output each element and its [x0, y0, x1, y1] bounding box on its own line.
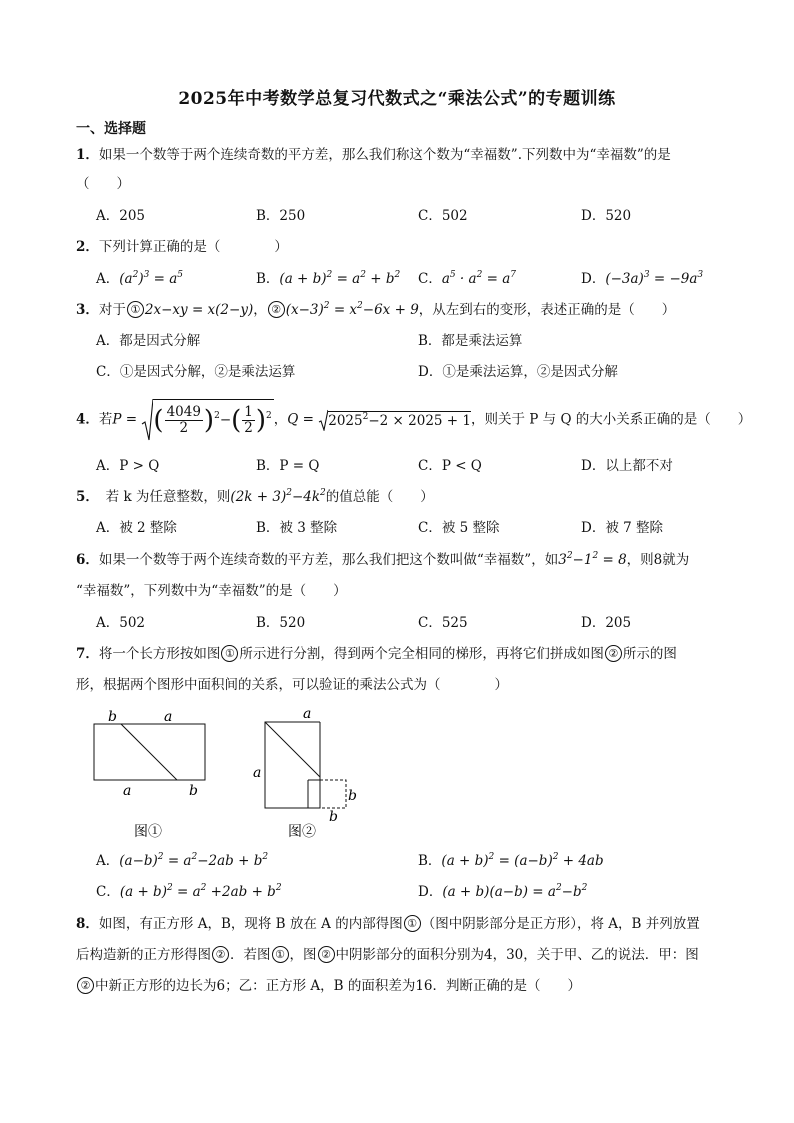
- q7-option-a[interactable]: A．$(a-b)^2 = a^2-2ab + b^2$: [96, 852, 269, 869]
- fig2-label-a-left: a: [253, 765, 262, 781]
- fig1-label-a-bottom: a: [123, 783, 132, 799]
- fig2-diagonal: [265, 722, 320, 777]
- q7-option-c[interactable]: C．$(a + b)^2 = a^2 +2ab + b^2$: [96, 883, 282, 900]
- question-8-line3: ② 中新正方形的边长为6；乙：正方形 A，B 的面积差为16．判断正确的是（ ）: [76, 977, 581, 995]
- figure-1: [94, 709, 205, 840]
- q2-option-c[interactable]: C．$a^5 \cdot a^2 = a^7$: [418, 270, 516, 287]
- q2-option-a[interactable]: A．$(a^2)^3 = a^5$: [96, 270, 184, 287]
- question-1-paren: （ ）: [76, 176, 130, 192]
- question-number: 1．: [76, 147, 99, 163]
- q4-option-a[interactable]: A．P > Q: [96, 458, 160, 474]
- fig2-caption: 图②: [288, 824, 316, 840]
- q2-option-b[interactable]: B．$(a + b)^2 = a^2 + b^2$: [256, 270, 401, 287]
- question-7-line2: 形，根据两个图形中面积间的关系，可以验证的乘法公式为（ ）: [76, 677, 508, 693]
- circled-number-icon: ①: [404, 915, 421, 932]
- sqrt-icon: [141, 398, 153, 442]
- sqrt-icon: [318, 409, 328, 431]
- figure-2: [253, 706, 357, 840]
- question-8-line1: 8．如图，有正方形 A，B，现将 B 放在 A 的内部得图 ① （图中阴影部分是正方形），将 A，B 并列放置: [76, 916, 700, 932]
- fig1-label-b-bottom: b: [189, 783, 198, 799]
- question-2-stem: [76, 238, 288, 256]
- question-3-stem: 3．对于 ① 2x−xy = x(2−y)， ② $(x-3)^2 = x^2-6x + 9$，从左到右的变形，表述正确的是（ ）: [76, 301, 676, 318]
- q7-figures: [76, 700, 396, 845]
- question-number: 2．: [76, 239, 99, 255]
- fig2-dashed-square: [320, 780, 346, 808]
- q3-option-d[interactable]: D．①是乘法运算，②是因式分解: [418, 364, 618, 380]
- circled-number-icon: ①: [127, 301, 144, 318]
- q1-option-b[interactable]: B．250: [256, 208, 306, 224]
- circled-number-icon: ②: [77, 977, 94, 994]
- fig1-label-b-top: b: [108, 709, 117, 725]
- circled-number-icon: ②: [605, 645, 622, 662]
- q5-option-b[interactable]: B．被 3 整除: [256, 520, 338, 536]
- question-8-line2: 后构造新的正方形得图 ② ．若图 ① ，图 ② 中阴影部分的面积分别为4，30，关于甲、乙的说法．甲：图: [76, 947, 699, 963]
- fig2-label-a-top: a: [303, 706, 312, 722]
- fig1-diagonal: [121, 724, 177, 780]
- q5-option-a[interactable]: A．被 2 整除: [96, 520, 177, 536]
- question-4-stem: 4．若P = ( $\frac{4049}{2}$ )$^2$−( $\frac{1}{2}$ )$^2$ ，$Q = 2025^2-2 \times 2025 + 1$，则关于 P 与 Q 的大小关系正确的是（ ）: [76, 398, 751, 442]
- question-6-line2: “幸福数”，下列数中为“幸福数”的是（ ）: [76, 583, 347, 599]
- fig1-caption: 图①: [134, 824, 162, 840]
- fig2-label-b-bottom: b: [329, 809, 338, 825]
- circled-number-icon: ①: [272, 946, 289, 963]
- page-title: 2025年中考数学总复习代数式之“乘法公式”的专题训练: [178, 89, 616, 109]
- q6-option-b[interactable]: B．520: [256, 615, 306, 631]
- q4-option-d[interactable]: D．以上都不对: [581, 458, 673, 474]
- fig2-label-b-right: b: [348, 788, 357, 804]
- question-1-stem: [76, 146, 671, 164]
- question-text: 如果一个数等于两个连续奇数的平方差，那么我们称这个数为“幸福数”.下列数中为“幸福数”的是: [98, 147, 671, 163]
- question-5-stem: 5． 若 k 为任意整数，则$(2k + 3)^2-4k^2$的值总能（ ）: [76, 488, 434, 505]
- q6-option-c[interactable]: C．525: [418, 615, 468, 631]
- q7-option-d[interactable]: D．$(a + b)(a-b) = a^2-b^2$: [418, 883, 588, 900]
- question-6-stem: 6．如果一个数等于两个连续奇数的平方差，那么我们把这个数叫做“幸福数”，如$3^2-1^2 = 8$，则8就为: [76, 551, 690, 568]
- circled-number-icon: ①: [221, 645, 238, 662]
- q3-option-c[interactable]: C．①是因式分解，②是乘法运算: [96, 364, 296, 380]
- q4-option-b[interactable]: B．P = Q: [256, 458, 320, 474]
- question-7-stem: 7．将一个长方形按如图 ① 所示进行分割，得到两个完全相同的梯形，再将它们拼成如图 ② 所示的图: [76, 646, 677, 662]
- q4-option-c[interactable]: C．P < Q: [418, 458, 482, 474]
- q6-option-d[interactable]: D．205: [581, 615, 632, 631]
- q7-option-b[interactable]: B．$(a + b)^2 = (a-b)^2 + 4ab$: [418, 852, 604, 869]
- q3-option-b[interactable]: B．都是乘法运算: [418, 333, 523, 349]
- q1-option-a[interactable]: A．205: [96, 208, 146, 224]
- fig1-label-a-top: a: [164, 709, 173, 725]
- circled-number-icon: ②: [318, 946, 335, 963]
- q2-option-d[interactable]: D．$(-3a)^3 = -9a^3$: [581, 270, 704, 287]
- q1-option-d[interactable]: D．520: [581, 208, 632, 224]
- circled-number-icon: ②: [212, 946, 229, 963]
- q6-option-a[interactable]: A．502: [96, 615, 146, 631]
- q5-option-c[interactable]: C．被 5 整除: [418, 520, 500, 536]
- circled-number-icon: ②: [268, 301, 285, 318]
- q5-option-d[interactable]: D．被 7 整除: [581, 520, 663, 536]
- section-heading: 一、选择题: [76, 121, 146, 137]
- q1-option-c[interactable]: C．502: [418, 208, 468, 224]
- question-text: 下列计算正确的是（ ）: [98, 239, 288, 255]
- q3-option-a[interactable]: A．都是因式分解: [96, 333, 201, 349]
